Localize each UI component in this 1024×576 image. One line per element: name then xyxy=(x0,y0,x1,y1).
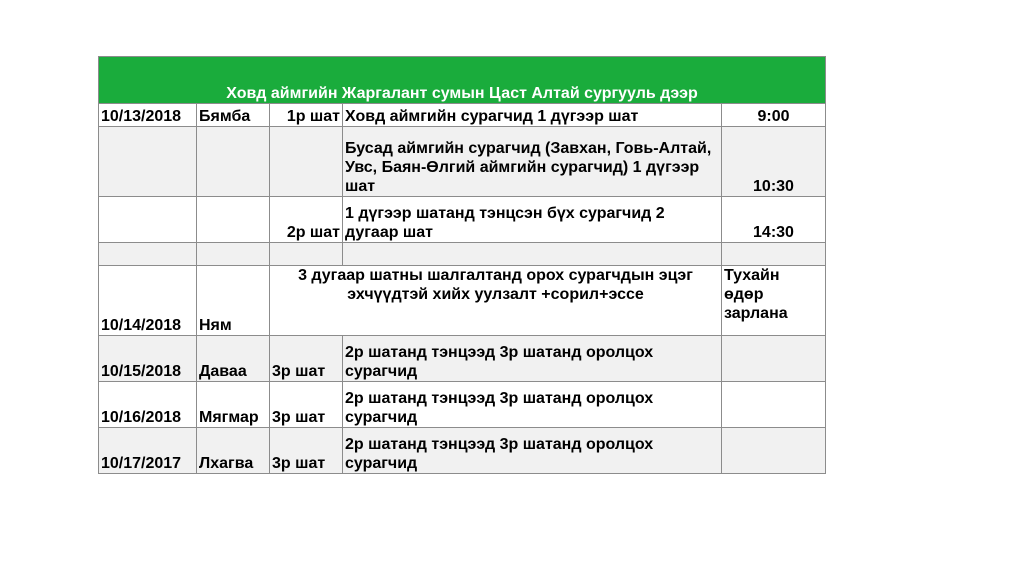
time-cell xyxy=(722,428,826,474)
date-cell: 10/13/2018 xyxy=(99,104,197,127)
date-cell: 10/16/2018 xyxy=(99,382,197,428)
stage-cell: 1р шат xyxy=(270,104,343,127)
time-cell xyxy=(722,382,826,428)
table-row xyxy=(99,127,826,197)
description-cell: Ховд аймгийн сурагчид 1 дүгээр шат xyxy=(343,104,722,127)
description-cell: 1 дүгээр шатанд тэнцсэн бүх сурагчид 2 дугаар шат xyxy=(343,197,722,243)
date-cell: 10/15/2018 xyxy=(99,336,197,382)
table-row xyxy=(99,243,826,266)
meeting-description-cell: 3 дугаар шатны шалгалтанд орох сурагчдын эцэг эхчүүдтэй хийх уулзалт +сорил+эссе xyxy=(270,266,722,336)
date-cell: 10/17/2017 xyxy=(99,428,197,474)
title-row xyxy=(99,57,826,104)
stage-cell: 2р шат xyxy=(270,197,343,243)
table-row xyxy=(99,197,826,243)
stage-cell: 3р шат xyxy=(270,382,343,428)
table-row xyxy=(99,336,826,382)
table-row xyxy=(99,266,826,336)
table-row xyxy=(99,428,826,474)
day-cell: Бямба xyxy=(197,104,270,127)
day-cell xyxy=(197,197,270,243)
day-cell xyxy=(197,127,270,197)
time-cell: 14:30 xyxy=(722,197,826,243)
description-cell xyxy=(343,243,722,266)
stage-cell xyxy=(270,127,343,197)
day-cell xyxy=(197,243,270,266)
table-row xyxy=(99,104,826,127)
date-cell: 10/14/2018 xyxy=(99,266,197,336)
time-cell: 9:00 xyxy=(722,104,826,127)
description-cell: Бусад аймгийн сурагчид (Завхан, Говь-Алтай, Увс, Баян-Өлгий аймгийн сурагчид) 1 дүгээр шат xyxy=(343,127,722,197)
schedule-table xyxy=(98,56,826,474)
time-cell: 10:30 xyxy=(722,127,826,197)
stage-cell: 3р шат xyxy=(270,428,343,474)
description-cell: 2р шатанд тэнцээд 3р шатанд оролцох сурагчид xyxy=(343,336,722,382)
description-cell: 2р шатанд тэнцээд 3р шатанд оролцох сурагчид xyxy=(343,382,722,428)
date-cell xyxy=(99,127,197,197)
date-cell xyxy=(99,197,197,243)
stage-cell xyxy=(270,243,343,266)
day-cell: Лхагва xyxy=(197,428,270,474)
time-cell xyxy=(722,336,826,382)
stage-cell: 3р шат xyxy=(270,336,343,382)
time-cell xyxy=(722,243,826,266)
day-cell: Мягмар xyxy=(197,382,270,428)
date-cell xyxy=(99,243,197,266)
day-cell: Ням xyxy=(197,266,270,336)
table-title: Ховд аймгийн Жаргалант сумын Цаст Алтай сургууль дээр xyxy=(99,57,826,104)
time-cell: Тухайн өдөр зарлана xyxy=(722,266,826,336)
description-cell: 2р шатанд тэнцээд 3р шатанд оролцох сурагчид xyxy=(343,428,722,474)
day-cell: Даваа xyxy=(197,336,270,382)
table-row xyxy=(99,382,826,428)
